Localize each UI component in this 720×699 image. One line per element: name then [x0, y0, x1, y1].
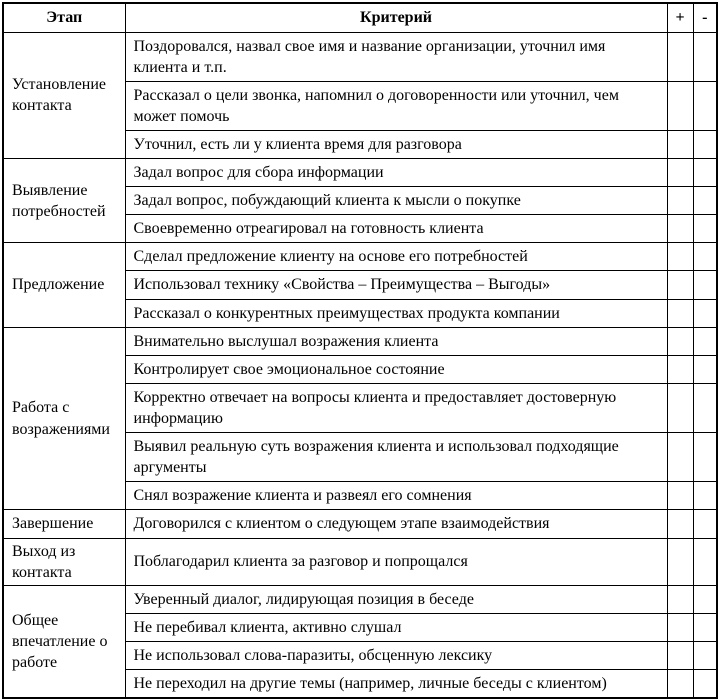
minus-mark-cell[interactable] — [693, 130, 717, 158]
criterion-cell: Поблагодарил клиента за разговор и попрощался — [125, 538, 667, 585]
plus-mark-cell[interactable] — [667, 327, 693, 355]
stage-cell-contact-establishing: Установление контакта — [3, 32, 125, 159]
plus-mark-cell[interactable] — [667, 538, 693, 585]
minus-mark-cell[interactable] — [693, 243, 717, 271]
minus-mark-cell[interactable] — [693, 271, 717, 299]
plus-mark-cell[interactable] — [667, 585, 693, 613]
criterion-cell: Договорился с клиентом о следующем этапе взаимодействия — [125, 510, 667, 538]
table-row — [3, 538, 717, 585]
criterion-cell: Не переходил на другие темы (например, личные беседы с клиентом) — [125, 670, 667, 699]
minus-mark-cell[interactable] — [693, 327, 717, 355]
stage-cell-closing: Завершение — [3, 510, 125, 538]
stage-cell-needs-identification: Выявление потребностей — [3, 159, 125, 243]
criterion-cell: Не перебивал клиента, активно слушал — [125, 613, 667, 641]
plus-mark-cell[interactable] — [667, 215, 693, 243]
stage-cell-objection-handling: Работа с возражениями — [3, 327, 125, 510]
criterion-cell: Рассказал о цели звонка, напомнил о договоренности или уточнил, чем может помочь — [125, 81, 667, 130]
minus-mark-cell[interactable] — [693, 355, 717, 383]
criterion-column-header: Критерий — [125, 3, 667, 32]
plus-mark-cell[interactable] — [667, 613, 693, 641]
minus-mark-cell[interactable] — [693, 482, 717, 510]
criterion-cell: Рассказал о конкурентных преимуществах продукта компании — [125, 299, 667, 327]
minus-mark-cell[interactable] — [693, 433, 717, 482]
criterion-cell: Уверенный диалог, лидирующая позиция в беседе — [125, 585, 667, 613]
criterion-cell: Контролирует свое эмоциональное состояние — [125, 355, 667, 383]
criterion-cell: Корректно отвечает на вопросы клиента и предоставляет достоверную информацию — [125, 383, 667, 432]
plus-mark-cell[interactable] — [667, 433, 693, 482]
minus-mark-cell[interactable] — [693, 642, 717, 670]
criterion-cell: Задал вопрос для сбора информации — [125, 159, 667, 187]
plus-mark-cell[interactable] — [667, 670, 693, 699]
criterion-cell: Своевременно отреагировал на готовность клиента — [125, 215, 667, 243]
minus-mark-cell[interactable] — [693, 613, 717, 641]
table-row — [3, 585, 717, 613]
plus-mark-cell[interactable] — [667, 510, 693, 538]
stage-cell-overall-impression: Общее впечатление о работе — [3, 585, 125, 698]
minus-mark-cell[interactable] — [693, 32, 717, 81]
plus-mark-cell[interactable] — [667, 271, 693, 299]
table-row — [3, 32, 717, 81]
criterion-cell: Поздоровался, назвал свое имя и название организации, уточнил имя клиента и т.п. — [125, 32, 667, 81]
plus-mark-cell[interactable] — [667, 187, 693, 215]
plus-column-header: + — [667, 3, 693, 32]
criterion-cell: Сделал предложение клиенту на основе его потребностей — [125, 243, 667, 271]
criterion-cell: Внимательно выслушал возражения клиента — [125, 327, 667, 355]
stage-cell-contact-exit: Выход из контакта — [3, 538, 125, 585]
plus-mark-cell[interactable] — [667, 482, 693, 510]
plus-mark-cell[interactable] — [667, 81, 693, 130]
criterion-cell: Выявил реальную суть возражения клиента и использовал подходящие аргументы — [125, 433, 667, 482]
plus-mark-cell[interactable] — [667, 32, 693, 81]
stage-cell-offer: Предложение — [3, 243, 125, 327]
criterion-cell: Использовал технику «Свойства – Преимущества – Выгоды» — [125, 271, 667, 299]
plus-mark-cell[interactable] — [667, 159, 693, 187]
criterion-cell: Не использовал слова-паразиты, обсценную лексику — [125, 642, 667, 670]
minus-mark-cell[interactable] — [693, 159, 717, 187]
header-row — [3, 3, 717, 32]
minus-mark-cell[interactable] — [693, 585, 717, 613]
minus-mark-cell[interactable] — [693, 538, 717, 585]
minus-mark-cell[interactable] — [693, 81, 717, 130]
criterion-cell: Уточнил, есть ли у клиента время для разговора — [125, 130, 667, 158]
minus-mark-cell[interactable] — [693, 215, 717, 243]
stage-column-header: Этап — [3, 3, 125, 32]
plus-mark-cell[interactable] — [667, 642, 693, 670]
plus-mark-cell[interactable] — [667, 130, 693, 158]
plus-mark-cell[interactable] — [667, 243, 693, 271]
plus-mark-cell[interactable] — [667, 299, 693, 327]
minus-mark-cell[interactable] — [693, 299, 717, 327]
table-row — [3, 159, 717, 187]
plus-mark-cell[interactable] — [667, 383, 693, 432]
criterion-cell: Снял возражение клиента и развеял его сомнения — [125, 482, 667, 510]
table-row — [3, 510, 717, 538]
table-row — [3, 243, 717, 271]
minus-column-header: - — [693, 3, 717, 32]
minus-mark-cell[interactable] — [693, 510, 717, 538]
minus-mark-cell[interactable] — [693, 187, 717, 215]
call-evaluation-table — [2, 2, 718, 699]
table-row — [3, 327, 717, 355]
criterion-cell: Задал вопрос, побуждающий клиента к мысли о покупке — [125, 187, 667, 215]
minus-mark-cell[interactable] — [693, 383, 717, 432]
plus-mark-cell[interactable] — [667, 355, 693, 383]
minus-mark-cell[interactable] — [693, 670, 717, 699]
